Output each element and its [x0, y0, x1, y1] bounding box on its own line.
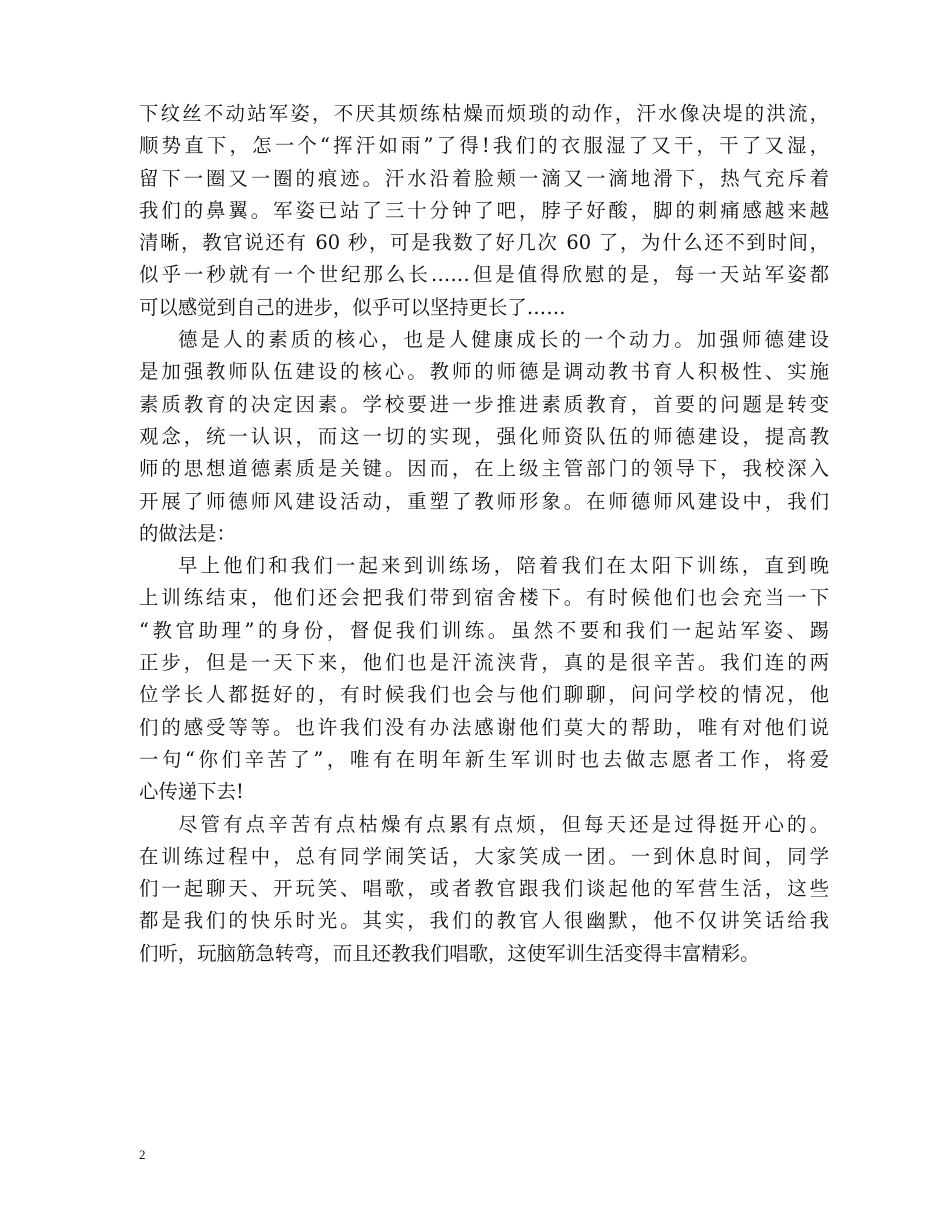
text-line: 都是我们的快乐时光。其实，我们的教官人很幽默，他不仅讲笑话给我 [139, 909, 829, 933]
text-line: 正步，但是一天下来，他们也是汗流浃背，真的是很辛苦。我们连的两 [139, 651, 829, 675]
text-line: 心传递下去! [139, 780, 244, 804]
paragraph [139, 809, 829, 970]
text-line: 素质教育的决定因素。学校要进一步推进素质教育，首要的问题是转变 [139, 392, 829, 416]
text-line: 观念，统一认识，而这一切的实现，强化师资队伍的师德建设，提高教 [139, 424, 829, 448]
text-line: 位学长人都挺好的，有时候我们也会与他们聊聊，问问学校的情况，他 [139, 683, 829, 707]
text-line: 们一起聊天、开玩笑、唱歌，或者教官跟我们谈起他的军营生活，这些 [139, 877, 829, 901]
text-line: 我们的鼻翼。军姿已站了三十分钟了吧，脖子好酸，脚的刺痛感越来越 [139, 198, 829, 222]
text-line: 一句“你们辛苦了”，唯有在明年新生军训时也去做志愿者工作，将爱 [139, 747, 829, 771]
text-line: 德是人的素质的核心，也是人健康成长的一个动力。加强师德建设 [178, 328, 829, 352]
paragraph [139, 324, 829, 550]
paragraph [139, 550, 829, 808]
text-line: 清晰，教官说还有 60 秒，可是我数了好几次 60 了，为什么还不到时间， [139, 231, 829, 255]
text-line: 留下一圈又一圈的痕迹。汗水沿着脸颊一滴又一滴地滑下，热气充斥着 [139, 166, 829, 190]
body-text [139, 98, 829, 970]
text-line: 尽管有点辛苦有点枯燥有点累有点烦，但每天还是过得挺开心的。 [178, 812, 829, 836]
text-line: 可以感觉到自己的进步，似乎可以坚持更长了…… [139, 295, 566, 319]
text-line: “教官助理”的身份，督促我们训练。虽然不要和我们一起站军姿、踢 [139, 618, 829, 642]
text-line: 似乎一秒就有一个世纪那么长……但是值得欣慰的是，每一天站军姿都 [139, 263, 829, 287]
text-line: 师的思想道德素质是关键。因而，在上级主管部门的领导下，我校深入 [139, 457, 829, 481]
page-number: 2 [139, 1147, 146, 1162]
paragraph [139, 98, 829, 324]
text-line: 早上他们和我们一起来到训练场，陪着我们在太阳下训练，直到晚 [178, 554, 829, 578]
text-line: 顺势直下，怎一个“挥汗如雨”了得!我们的衣服湿了又干，干了又湿， [139, 134, 829, 158]
text-line: 们的感受等等。也许我们没有办法感谢他们莫大的帮助，唯有对他们说 [139, 715, 829, 739]
text-line: 下纹丝不动站军姿，不厌其烦练枯燥而烦琐的动作，汗水像决堤的洪流， [139, 102, 829, 125]
text-line: 是加强教师队伍建设的核心。教师的师德是调动教书育人积极性、实施 [139, 360, 829, 384]
text-line: 们听，玩脑筋急转弯，而且还教我们唱歌，这使军训生活变得丰富精彩。 [139, 941, 760, 965]
text-line: 的做法是： [139, 521, 236, 545]
text-line: 在训练过程中，总有同学闹笑话，大家笑成一团。一到休息时间，同学 [139, 844, 829, 868]
text-line: 上训练结束，他们还会把我们带到宿舍楼下。有时候他们也会充当一下 [139, 586, 829, 610]
text-line: 开展了师德师风建设活动，重塑了教师形象。在师德师风建设中，我们 [139, 489, 829, 513]
